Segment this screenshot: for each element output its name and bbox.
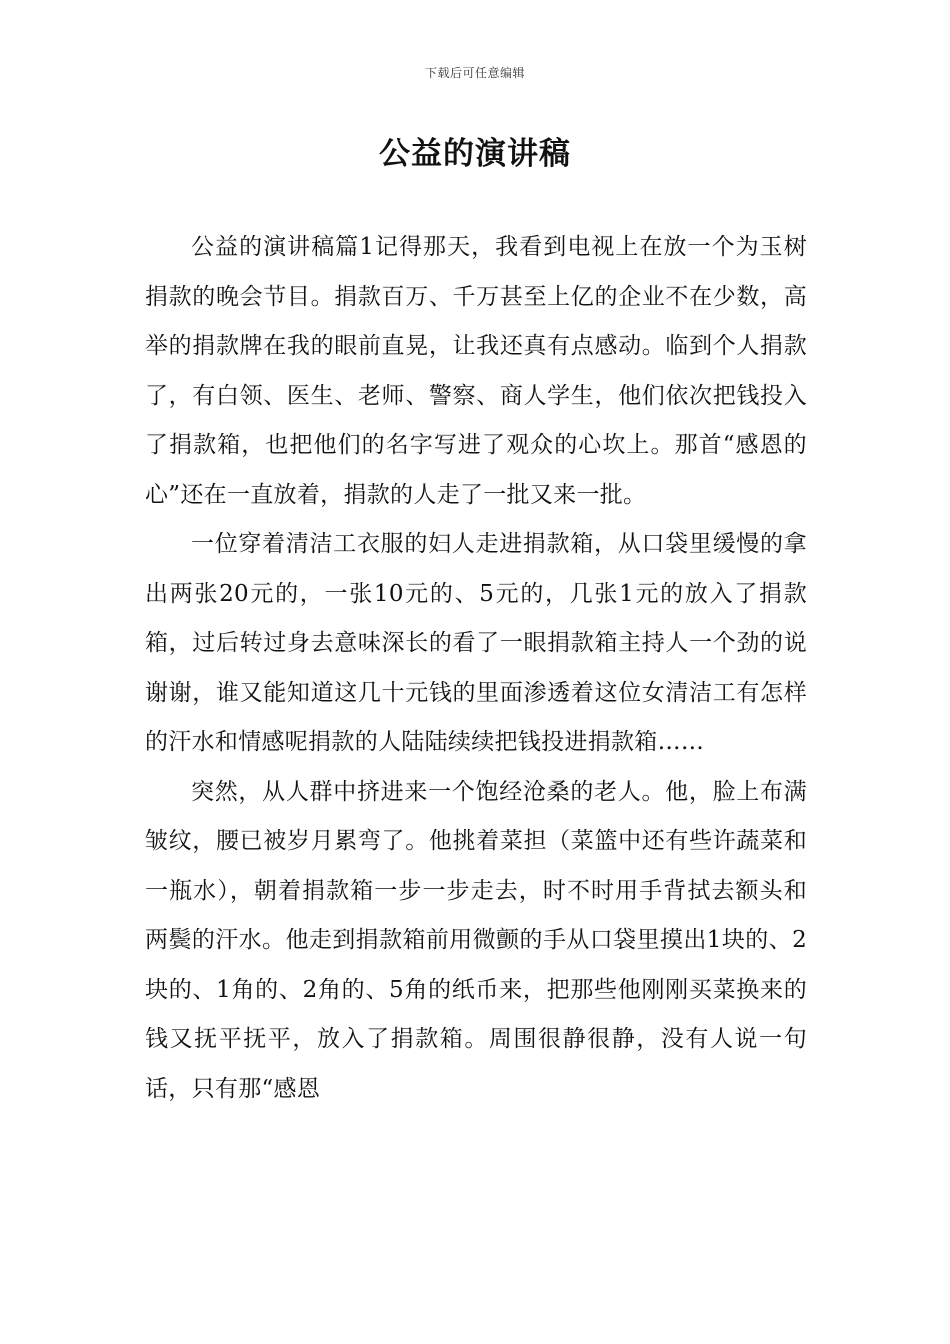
paragraph-1: 公益的演讲稿篇1记得那天，我看到电视上在放一个为玉树捐款的晚会节目。捐款百万、千万甚至上亿的企业不在少数，高举的捐款牌在我的眼前直晃，让我还真有点感动。临到个人捐款了，有白领、医生、老师、警察、商人学生，他们依次把钱投入了捐款箱，也把他们的名字写进了观众的心坎上。那首“感恩的心”还在一直放着，捐款的人走了一批又来一批。 (145, 234, 807, 508)
paragraph-2: 一位穿着清洁工衣服的妇人走进捐款箱，从口袋里缓慢的拿出两张20元的，一张10元的、5元的，几张1元的放入了捐款箱，过后转过身去意味深长的看了一眼捐款箱主持人一个劲的说谢谢，谁又能知道这几十元钱的里面渗透着这位女清洁工有怎样的汗水和情感呢捐款的人陆陆续续把钱投进捐款箱…… (145, 531, 807, 755)
paragraph-3: 突然，从人群中挤进来一个饱经沧桑的老人。他，脸上布满皱纹，腰已被岁月累弯了。他挑着菜担（菜篮中还有些许蔬菜和一瓶水），朝着捐款箱一步一步走去，时不时用手背拭去额头和两鬓的汗水。他走到捐款箱前用微颤的手从口袋里摸出1块的、2块的、1角的、2角的、5角的纸币来，把那些他刚刚买菜换来的钱又抚平抚平，放入了捐款箱。周围很静很静，没有人说一句话，只有那“感恩 (145, 778, 807, 1102)
document-body (145, 223, 807, 1114)
header-note: 下载后可任意编辑 (424, 66, 525, 80)
document-title: 公益的演讲稿 (379, 136, 571, 172)
